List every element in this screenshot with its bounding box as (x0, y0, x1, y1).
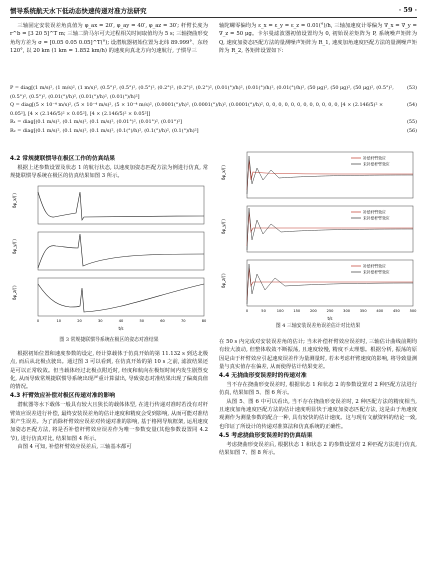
fig3-xtick: 50 (139, 319, 145, 323)
fig4-ylabel-x: δφ_x/(′) (221, 165, 226, 180)
fig3-xtick: 0 (36, 319, 40, 323)
right-intro-text (219, 22, 417, 55)
running-header (10, 5, 417, 18)
paragraph: 根据上述参数设置及状态 1 的航行状态, 以速度加姿态匹配方法为例进行仿真, 常规捷联惯导系统在极区的仿真结果如图 3 所示。 (10, 165, 208, 180)
section-heading: 4.3 杆臂效应补偿对极区传递对准的影响 (10, 393, 116, 400)
fig4-panel-y (221, 206, 413, 252)
fig4-ylabel-z: δφ_z/(′) (221, 273, 226, 288)
fig3-ylabel-z: δφ_z/(′) (12, 285, 17, 300)
fig3-xtick: 30 (97, 319, 103, 323)
fig4-xtick: 50 (261, 309, 266, 313)
section-heading: 4.2 常规捷联惯导在极区工作的仿真结果 (10, 156, 116, 162)
fig4-y-uncompensated (247, 208, 413, 250)
fig3-xtick: 10 (56, 319, 62, 323)
section-heading: 4.4 无挠曲形变误差时的传递对准 (219, 373, 307, 380)
left-intro-text (10, 22, 208, 55)
fig4-panel-z (221, 260, 413, 306)
fig3-xtick: 70 (180, 319, 186, 323)
fig4-xtick: 300 (343, 309, 351, 313)
paragraph: 轴陀螺零偏均为 ε_x = ε_y = ε_z = 0.01(°)/h, 三轴加速度计零偏为 ∇_x = ∇_y = ∇_z = 50 μg。卡尔曼滤波器初值设置均为 0, 初始误差矩阵为 P, 系统噪声矩阵为 Q, 速度加姿态匹配方法的量测噪声矩阵为 R_1, 速度加角速度匹配方法的量测噪声矩阵为 R_2, 各矩阵设置如下: (219, 23, 417, 54)
fig3-panel-x (12, 186, 204, 224)
fig3-xtick: 40 (118, 319, 124, 323)
paragraph: 当不存在挠曲形变误差时, 根据状态 1 和状态 2 的参数设置对 2 种匹配方法进行仿真, 结果如图 5、图 6 所示。 (219, 382, 417, 397)
left-section-4-2 (10, 154, 208, 181)
paragraph: 潜航器等水下载体一般具有较大且狭长的载体体型, 在进行传递对准时若没有对杆臂效应误差进行补偿, 最终安装误差角的估计速度和精度会受到影响, 从而可能对准结果产生误差。为了消除杆臂效应误差对传递对准的影响, 基于格网导航框架, 运用速度加姿态匹配方法, 将是否补偿杆臂效应误差作为唯一参数变量(其他参数设置同 4.2 节), 进行仿真对比, 结果如图 4 所示。 (10, 402, 208, 442)
equation-P (10, 84, 417, 101)
equation-R2 (10, 127, 417, 136)
fig4-xtick: 150 (293, 309, 301, 313)
fig3-panel-y (12, 232, 204, 270)
figure-3 (10, 184, 208, 336)
legend-uncompensated: 未补偿杆臂效应 (363, 215, 390, 221)
left-lower-text (10, 350, 208, 451)
fig4-xtick: 350 (359, 309, 367, 313)
equation-number: (55) (406, 119, 417, 125)
fig4-xtick: 500 (409, 309, 417, 313)
legend-compensated: 补偿杆臂效应 (363, 209, 386, 215)
fig3-ylabel-x: δφ_x/(′) (12, 193, 17, 208)
journal-title: 惯导系统航天水下低动态快速传递对准方法研究 (10, 7, 147, 15)
fig3-xtick: 80 (201, 319, 207, 323)
fig4-xtick: 200 (309, 309, 317, 313)
page-number: · 59 · (398, 6, 417, 14)
legend-uncompensated: 未补偿杆臂效应 (363, 269, 390, 275)
fig3-xlabel: t/s (118, 326, 124, 331)
paragraph: 根据初始位置和速度参数的设定, 经计算载体于仿真开始的第 11.132 s 到达北极点, 而后从北极点驶出。通过图 3 可以看到, 在仿真开始的第 10 s 之前, 滤波结果还是可以正常收敛。但当载体经过北极点附近时, 经度和航向在极短时间内发生剧烈变化, 从而导致常规捷联惯导系统出现严重计算溢出, 导致姿态对准结果出现了偏离真值的情况。 (10, 351, 208, 391)
paragraph: 考虑挠曲形变误差后, 根据状态 1 和状态 2 的参数设置对 2 种匹配方法进行仿真, 结果如图 7、图 8 所示。 (219, 441, 417, 457)
fig4-panel-x (221, 152, 413, 198)
legend-uncompensated: 未补偿杆臂效应 (363, 161, 390, 167)
equation-number: (53) (406, 85, 417, 91)
section-heading: 4.5 考虑挠曲形变误差时的仿真结果 (219, 432, 313, 439)
fig4-ylabel-y: δφ_y/(′) (221, 219, 226, 234)
paragraph: 在 50 s 内完成对安装误差角的估计; 当未补偿杆臂效应误差时, 三轴估计曲线前期均有较大波动, 但整体收敛不断振荡, 且速度较慢, 精度不太理想。根据分析, 振荡的原因是由于杆臂效应引起速度误差作为量测量时, 若未考虑杆臂速度的影响, 将导致量测量与真实值存在偏差, 从而使得估计结果变差。 (219, 339, 417, 370)
equation-block (10, 84, 417, 135)
right-lower-text (219, 338, 417, 458)
paragraph: 从图 5、图 6 中可以看出, 当不存在挠曲形变误差时, 2 种匹配方法的精度相当, 且速度加角速度匹配方法的估计速度明显快于速度加姿态匹配方法, 这是由于角速度观测作为测量参数的配合一种, 具有较快的估计速度。这与现有文献资料的结论一致, 也印证了所设计的传递对准算法和仿真系统的正确性。 (219, 398, 417, 430)
fig4-xaxis (246, 309, 417, 321)
equation-text: Q = diag[(5 × 10⁻⁴ m/s)², (5 × 10⁻⁴ m/s)², (5 × 10⁻⁴ m/s)², (0.0001(°)/h)², (0.0001(°)/h)², (0.0001(°)/h)², 0, 0, 0, 0, 0, 0, 0, 0, 0, 0, 0, 0, [4 × (2.146/5)² × 0.05²], [4 × (2.146/5)² × 0.05²], [4 × (2.146/5)² × 0.05²]] (10, 102, 384, 117)
equation-number: (56) (406, 127, 417, 134)
fig4-xtick: 400 (376, 309, 384, 313)
equation-text: P = diag[(1 m/s)², (1 m/s)², (1 m/s)², (0.5°)², (0.5°)², (0.5°)², (0.2°)², (0.2°)², (0.2°)², (0.01(°)/h)², (0.01(°)/h)², (0.01(°)/h)², (50 μg)², (50 μg)², (50 μg)², (0.5°)², (0.5°)², (0.5°)², (0.01(°)/h)², (0.01(°)/h)², (0.01(°)/h)²] (10, 85, 394, 100)
figure-4-caption: 图 4 三轴安装误差角误差估计对比结果 (275, 323, 361, 329)
equation-R1 (10, 118, 417, 127)
legend-compensated: 补偿杆臂效应 (363, 155, 386, 161)
figure-4 (219, 150, 417, 336)
paragraph: 由图 4 可知, 补偿杆臂效应误差后, 三轴基本都可 (17, 443, 132, 450)
equation-text: R₂ = diag[(0.1 m/s)², (0.1 m/s)², (0.1 m/s)², (0.1(°)/h)², (0.1(°)/h)², (0.1(°)/h)²] (10, 127, 199, 134)
fig4-legend (351, 156, 390, 167)
fig4-xtick: 100 (276, 309, 284, 313)
equation-number: (54) (406, 102, 417, 108)
fig3-panel-z (12, 278, 204, 316)
fig3-ylabel-y: δφ_y/(′) (12, 239, 17, 254)
equation-text: R₁ = diag[(0.1 m/s)², (0.1 m/s)², (0.1 m/s)², (0.01°)², (0.01°)², (0.01°)²] (10, 119, 182, 125)
fig3-xtick: 60 (160, 319, 165, 323)
fig4-xtick: 0 (245, 309, 249, 313)
fig4-xtick: 450 (392, 309, 400, 313)
fig4-xlabel: t/s (327, 316, 333, 321)
fig4-xtick: 250 (326, 309, 334, 313)
figure-3-caption: 图 3 常规捷联惯导系统在极区的姿态对准结果 (59, 337, 159, 343)
equation-Q (10, 101, 417, 118)
fig3-xaxis (37, 319, 207, 331)
paragraph: 三轴固定安装误差角真值为 φ_ax = 20′, φ_ay = 40′, φ_az = 30′; 杆臂长度为 r^b = [3 20 5]^T m; 三轴二阶马尔可夫过程相关时间取值均为 5 s; 三轴挠曲形变角均方差为 σ = [0.05 0.05 0.05]^T(°); 设潜航器初始位置为北纬 89.999°、东经 120°, 以 20 km (1 km = 1.852 km/h) 的速度向真北方向匀速航行, 子惯导三 (10, 23, 208, 54)
fig3-xtick: 20 (77, 319, 82, 323)
legend-compensated: 补偿杆臂效应 (363, 263, 386, 269)
